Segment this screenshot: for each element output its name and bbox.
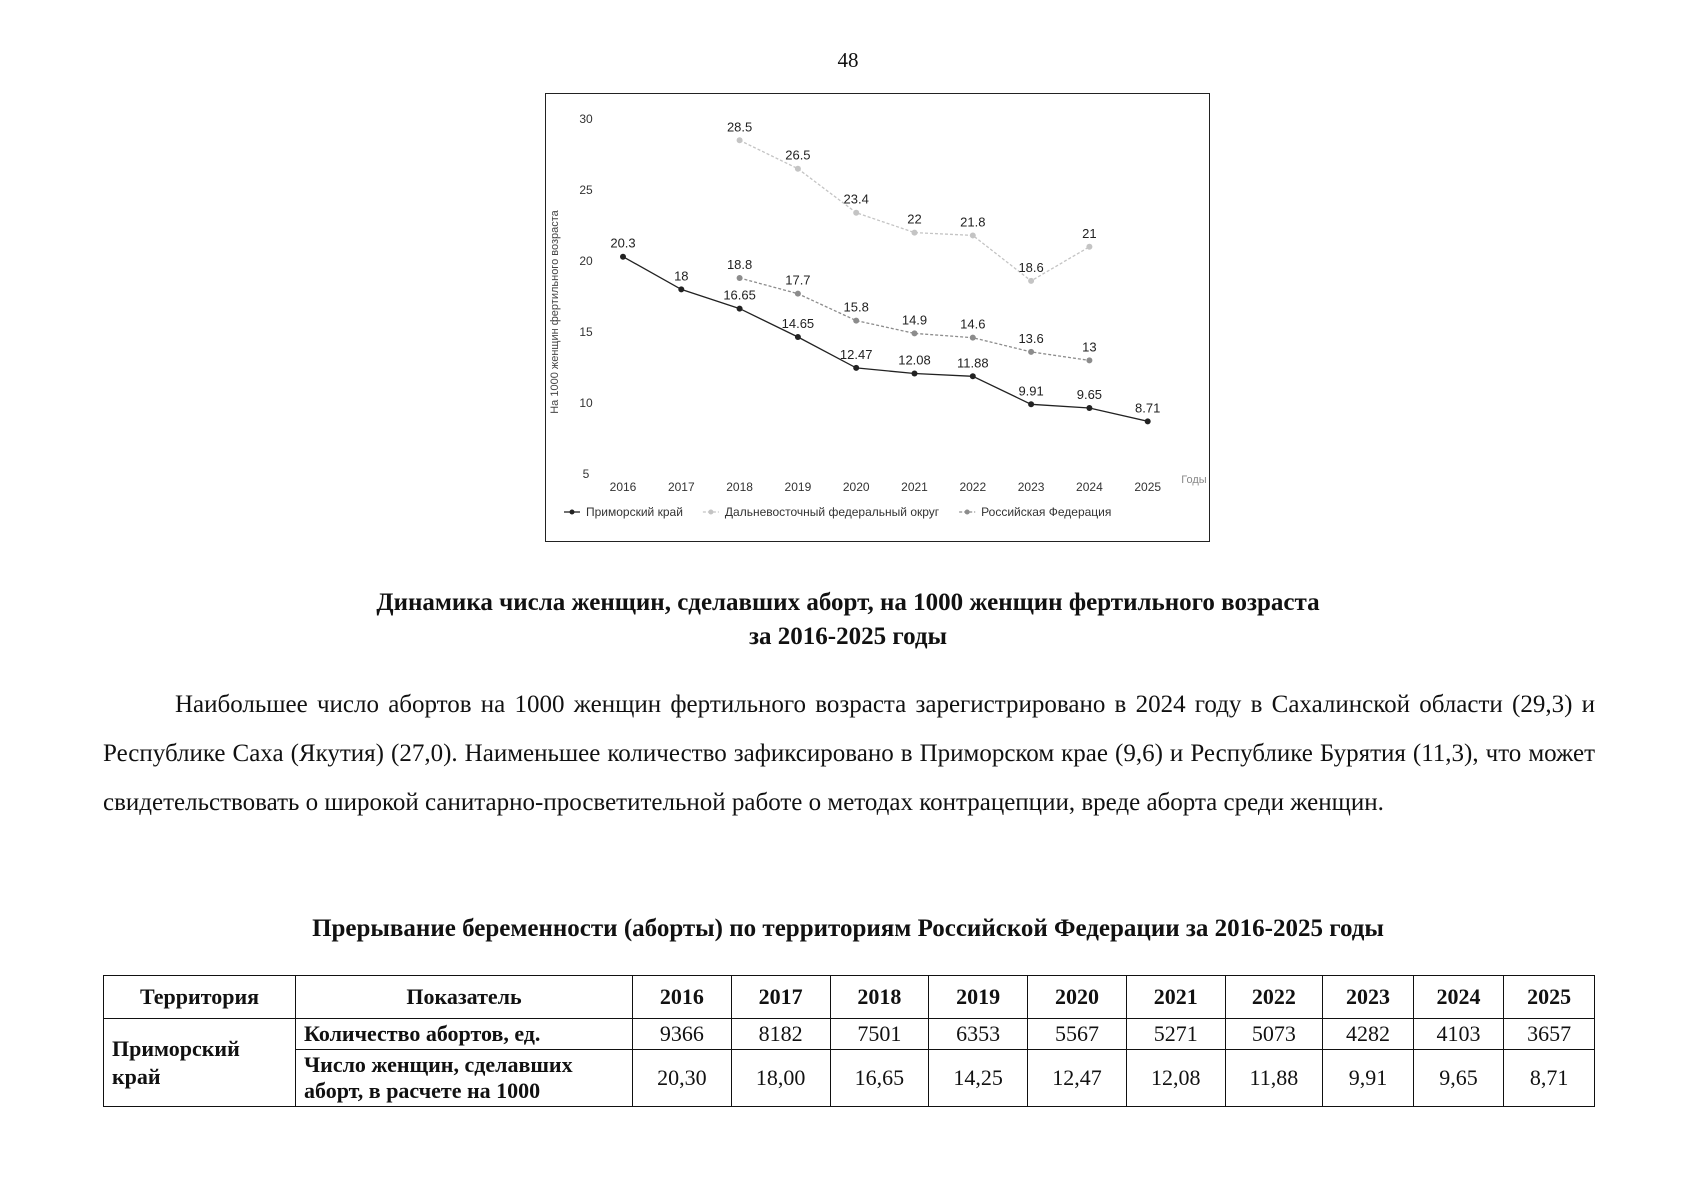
header-year: 2018 (830, 976, 929, 1019)
y-tick-label: 10 (579, 396, 593, 410)
table-row (104, 1019, 1595, 1050)
data-label: 13.6 (1018, 330, 1044, 346)
value-cell: 9366 (633, 1019, 732, 1050)
data-point (1145, 418, 1151, 424)
value-cell: 7501 (830, 1019, 929, 1050)
table-header-row (104, 976, 1595, 1019)
legend-label: Дальневосточный федеральный округ (724, 505, 940, 519)
header-year: 2016 (633, 976, 732, 1019)
value-cell: 9,65 (1413, 1050, 1504, 1107)
data-label: 9.65 (1076, 386, 1103, 402)
header-year: 2020 (1028, 976, 1127, 1019)
data-label: 28.5 (726, 119, 753, 135)
data-point (853, 318, 859, 324)
value-cell: 8,71 (1504, 1050, 1595, 1107)
data-label: 23.4 (843, 191, 869, 207)
value-cell: 12,08 (1126, 1050, 1225, 1107)
abortion-rate-chart (545, 93, 1210, 542)
table-title: Прерывание беременности (аборты) по территориям Российской Федерации за 2016-2025 годы (312, 915, 1384, 942)
legend-swatch-marker (570, 510, 575, 515)
value-cell: 5567 (1028, 1019, 1127, 1050)
y-tick-label: 15 (579, 325, 593, 339)
x-tick-label: 2016 (609, 480, 637, 494)
header-year: 2019 (929, 976, 1028, 1019)
data-label: 22 (907, 211, 922, 227)
data-label: 21 (1082, 225, 1097, 241)
data-point (1028, 278, 1034, 284)
x-tick-label: 2018 (726, 480, 753, 494)
header-year: 2023 (1323, 976, 1414, 1019)
data-label: 18 (674, 268, 689, 284)
data-label: 26.5 (785, 147, 811, 163)
y-tick-label: 5 (582, 467, 590, 481)
data-point (912, 230, 918, 236)
data-point (1086, 357, 1092, 363)
data-label: 8.71 (1135, 400, 1161, 416)
body-paragraph: Наибольшее число абортов на 1000 женщин фертильного возраста зарегистрировано в 2024 году в Сахалинской области (29,3) и Республике Саха (Якутия) (27,0). Наименьшее количество зафиксировано в Приморском крае (9,6) и Республике Бурятия (11,3), что может свидетельствовать о широкой санитарно-просветительной работе о методах контрацепции, вреде аборта среди женщин. (103, 691, 1595, 816)
data-point (737, 306, 743, 312)
data-point (620, 254, 626, 260)
data-point (678, 286, 684, 292)
x-tick-label: 2022 (959, 480, 987, 494)
data-label: 17.7 (785, 272, 811, 288)
indicator-cell: Количество абортов, ед. (296, 1019, 633, 1050)
value-cell: 4282 (1323, 1019, 1414, 1050)
x-tick-label: 2024 (1076, 480, 1103, 494)
data-point (1086, 244, 1092, 250)
caption-line-2: за 2016-2025 годы (748, 623, 948, 650)
data-label: 18.6 (1018, 259, 1044, 275)
figure-caption (0, 586, 1696, 654)
data-point (1028, 401, 1034, 407)
data-point (737, 137, 743, 143)
y-axis-label: На 1000 женщин фертильного возраста (549, 210, 561, 414)
header-indicator: Показатель (296, 976, 633, 1019)
header-year: 2021 (1126, 976, 1225, 1019)
y-tick-label: 25 (579, 183, 593, 197)
data-point (970, 373, 976, 379)
x-tick-label: 2017 (667, 480, 695, 494)
data-point (853, 210, 859, 216)
value-cell: 5073 (1225, 1019, 1323, 1050)
value-cell: 16,65 (830, 1050, 929, 1107)
chart-svg (546, 94, 1208, 540)
data-label: 16.65 (723, 287, 756, 303)
value-cell: 11,88 (1225, 1050, 1323, 1107)
value-cell: 12,47 (1028, 1050, 1127, 1107)
data-label: 9.91 (1018, 383, 1044, 399)
territory-cell: Приморский край (104, 1019, 296, 1107)
y-tick-label: 20 (579, 254, 593, 268)
data-point (795, 291, 801, 297)
data-point (795, 166, 801, 172)
header-year: 2025 (1504, 976, 1595, 1019)
data-point (970, 335, 976, 341)
value-cell: 8182 (731, 1019, 830, 1050)
value-cell: 5271 (1126, 1019, 1225, 1050)
data-label: 12.08 (898, 352, 931, 368)
value-cell: 4103 (1413, 1019, 1504, 1050)
x-tick-label: 2020 (842, 480, 870, 494)
data-point (970, 232, 976, 238)
value-cell: 14,25 (929, 1050, 1028, 1107)
data-label: 12.47 (839, 346, 873, 362)
header-year: 2022 (1225, 976, 1323, 1019)
table-row (104, 1050, 1595, 1107)
x-tick-label: 2025 (1134, 480, 1162, 494)
data-label: 21.8 (960, 214, 986, 230)
value-cell: 6353 (929, 1019, 1028, 1050)
value-cell: 3657 (1504, 1019, 1595, 1050)
data-point (1028, 349, 1034, 355)
value-cell: 9,91 (1323, 1050, 1414, 1107)
y-tick-label: 30 (579, 112, 593, 126)
x-tick-label: 2023 (1017, 480, 1045, 494)
legend-label: Приморский край (586, 505, 683, 519)
legend-swatch-marker (965, 510, 970, 515)
x-tick-label: 2021 (901, 480, 928, 494)
data-label: 20.3 (610, 235, 636, 251)
value-cell: 18,00 (731, 1050, 830, 1107)
indicator-cell: Число женщин, сделавших аборт, в расчете на 1000 (296, 1050, 633, 1107)
legend-swatch-marker (708, 510, 713, 515)
data-label: 15.8 (843, 299, 869, 315)
data-label: 13 (1082, 339, 1097, 355)
data-point (737, 275, 743, 281)
data-label: 14.65 (781, 315, 815, 331)
x-axis-label: Годы (1181, 474, 1207, 486)
abortions-table (103, 975, 1595, 1107)
x-tick-label: 2019 (784, 480, 812, 494)
page-number: 48 (837, 48, 859, 72)
caption-line-1: Динамика числа женщин, сделавших аборт, на 1000 женщин фертильного возраста (376, 589, 1320, 616)
data-point (853, 365, 859, 371)
header-year: 2017 (731, 976, 830, 1019)
data-point (1086, 405, 1092, 411)
header-year: 2024 (1413, 976, 1504, 1019)
series-line (623, 257, 1148, 422)
data-label: 11.88 (957, 355, 989, 371)
data-point (795, 334, 801, 340)
header-territory: Территория (104, 976, 296, 1019)
data-label: 14.6 (960, 316, 986, 332)
data-label: 18.8 (726, 257, 753, 273)
data-point (912, 330, 918, 336)
value-cell: 20,30 (633, 1050, 732, 1107)
data-point (912, 370, 918, 376)
data-label: 14.9 (901, 312, 928, 328)
legend-label: Российская Федерация (981, 505, 1112, 519)
